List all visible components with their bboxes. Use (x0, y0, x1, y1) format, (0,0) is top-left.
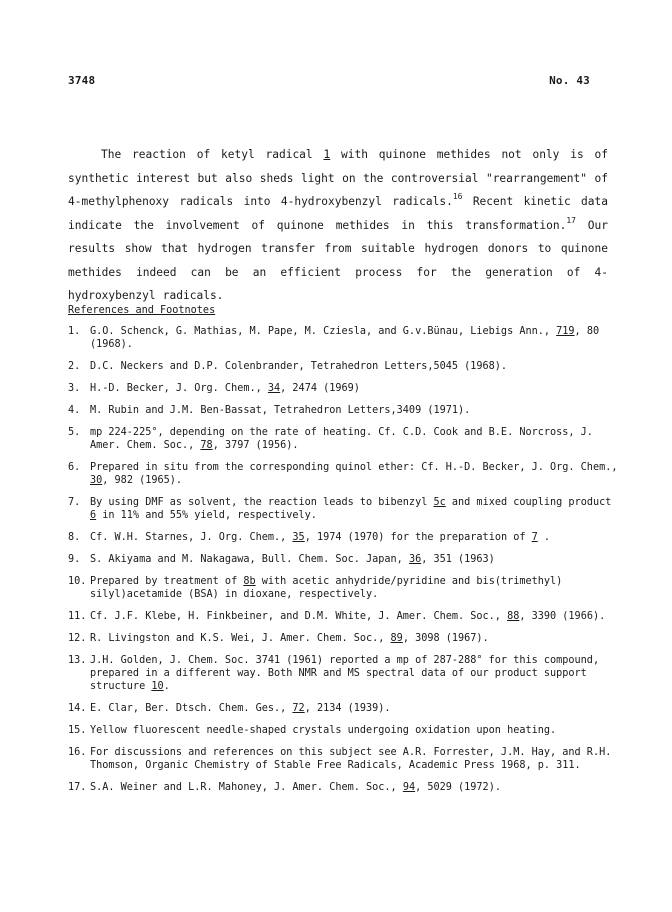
reference-item (68, 496, 618, 522)
reference-text: R. Livingston and K.S. Wei, J. Amer. Chem. Soc., (90, 633, 391, 644)
reference-number: 2. (68, 361, 81, 372)
reference-number: 8. (68, 532, 81, 543)
references-heading: References and Footnotes (68, 305, 216, 316)
reference-item (68, 325, 618, 351)
reference-number: 3. (68, 383, 81, 394)
body-text (68, 143, 608, 308)
underlined-ref: 72 (292, 703, 305, 714)
underlined-ref: 88 (507, 611, 520, 622)
reference-text: , 2134 (1939). (304, 703, 391, 714)
reference-number: 10. (68, 576, 87, 587)
reference-item (68, 724, 618, 737)
issue-number: No. 43 (549, 74, 590, 87)
reference-text: J.H. Golden, J. Chem. Soc. 3741 (1961) reported a mp of 287-288° for this compound, prepared in a different way. Both NMR and MS spectral data of our product support structure (90, 655, 600, 692)
reference-number: 17. (68, 782, 87, 793)
reference-text: For discussions and references on this subject see A.R. Forrester, J.M. Hay, and R.H. Thomson, Organic Chemistry of Stable Free Radicals, Academic Press 1968, p. 311. (90, 747, 612, 771)
reference-item (68, 610, 618, 623)
underlined-ref: 34 (267, 383, 281, 394)
reference-text: . (163, 681, 170, 692)
reference-text: , 2474 (1969) (280, 383, 360, 394)
citation-superscript: 16 (452, 192, 463, 201)
reference-text: G.O. Schenck, G. Mathias, M. Pape, M. Cziesla, and G.v.Bünau, Liebigs Ann., (90, 326, 557, 337)
reference-item (68, 404, 618, 417)
text-run: with quinone methides not only is of synthetic interest but also sheds light on the controversial "rearrangement" of 4-methylphenoxy radicals into 4-hydroxybenzyl radicals. (68, 148, 608, 208)
reference-number: 15. (68, 725, 87, 736)
reference-item (68, 426, 618, 452)
reference-text: , 80 (1968). (90, 326, 600, 350)
reference-number: 11. (68, 611, 87, 622)
underlined-ref: 7 (531, 532, 538, 543)
reference-text: , 3797 (1956). (212, 440, 299, 451)
reference-text: Cf. J.F. Klebe, H. Finkbeiner, and D.M. White, J. Amer. Chem. Soc., (90, 611, 508, 622)
reference-text: D.C. Neckers and D.P. Colenbrander, Tetrahedron Letters,5045 (1968). (90, 361, 508, 372)
references-list (68, 325, 618, 794)
reference-item (68, 632, 618, 645)
reference-text: S.A. Weiner and L.R. Mahoney, J. Amer. Chem. Soc., (90, 782, 403, 793)
reference-number: 16. (68, 747, 87, 758)
reference-number: 13. (68, 655, 87, 666)
underlined-ref: 78 (200, 440, 213, 451)
reference-number: 6. (68, 462, 81, 473)
reference-number: 14. (68, 703, 87, 714)
underlined-ref: 94 (402, 782, 416, 793)
reference-text: S. Akiyama and M. Nakagawa, Bull. Chem. Soc. Japan, (90, 554, 409, 565)
underlined-ref: 10 (151, 681, 164, 692)
reference-number: 9. (68, 554, 81, 565)
reference-text: Cf. W.H. Starnes, J. Org. Chem., (90, 532, 293, 543)
reference-item (68, 781, 618, 794)
text-run: Recent kinetic data indicate the involvement of quinone methides in this transformation. (68, 195, 608, 232)
references-section (68, 304, 618, 803)
reference-item (68, 382, 618, 395)
reference-text: , 982 (1965). (102, 475, 183, 486)
reference-text: in 11% and 55% yield, respectively. (96, 510, 317, 521)
reference-item (68, 553, 618, 566)
reference-text: , 3390 (1966). (519, 611, 606, 622)
reference-item (68, 702, 618, 715)
citation-superscript: 17 (566, 215, 576, 225)
reference-text: and mixed coupling product (445, 497, 612, 508)
reference-text: Prepared by treatment of (90, 576, 244, 587)
page-header (68, 74, 590, 87)
reference-item (68, 575, 618, 601)
reference-text: , 1974 (1970) for the preparation of (304, 532, 532, 543)
underlined-ref: 6 (90, 510, 97, 521)
underlined-ref: 30 (90, 475, 103, 486)
underlined-ref: 8b (243, 576, 256, 587)
reference-text: M. Rubin and J.M. Ben-Bassat, Tetrahedron Letters,3409 (1971). (90, 405, 471, 416)
reference-text: Yellow fluorescent needle-shaped crystals undergoing oxidation upon heating. (90, 725, 557, 736)
reference-number: 5. (68, 427, 81, 438)
text-run: The reaction of ketyl radical (101, 148, 324, 161)
reference-text: H.-D. Becker, J. Org. Chem., (90, 383, 268, 394)
reference-text: with acetic anhydride/pyridine and bis(trimethyl) silyl)acetamide (BSA) in dioxane, respectively. (90, 576, 563, 600)
reference-number: 7. (68, 497, 81, 508)
reference-text: , 5029 (1972). (415, 782, 501, 793)
reference-item (68, 746, 618, 772)
reference-text: , 351 (1963) (421, 554, 495, 565)
reference-text: By using DMF as solvent, the reaction leads to bibenzyl (90, 497, 434, 508)
reference-text: mp 224-225°, depending on the rate of heating. Cf. C.D. Cook and B.E. Norcross, J. Amer. Chem. Soc., (90, 427, 593, 451)
reference-item (68, 461, 618, 487)
reference-item (68, 531, 618, 544)
reference-text: Prepared in situ from the corresponding quinol ether: Cf. H.-D. Becker, J. Org. Chem., (90, 462, 618, 473)
page-number: 3748 (68, 74, 96, 87)
underlined-ref: 5c (433, 497, 446, 508)
text-run: Our results show that hydrogen transfer from suitable hydrogen donors to quinone methides indeed can be an efficient process for the generation of 4-hydroxybenzyl radicals. (68, 218, 608, 302)
underlined-ref: 719 (556, 326, 575, 337)
reference-text: , 3098 (1967). (402, 633, 489, 644)
reference-text: . (537, 532, 551, 543)
reference-number: 4. (68, 405, 81, 416)
underlined-ref: 89 (390, 633, 403, 644)
reference-item (68, 360, 618, 373)
underlined-ref: 36 (408, 554, 422, 565)
reference-number: 12. (68, 633, 87, 644)
reference-number: 1. (68, 326, 81, 337)
reference-text: E. Clar, Ber. Dtsch. Chem. Ges., (90, 703, 293, 714)
paragraph (68, 143, 608, 308)
reference-item (68, 654, 618, 693)
underlined-ref: 35 (292, 532, 305, 543)
compound-ref: 1 (323, 148, 331, 161)
